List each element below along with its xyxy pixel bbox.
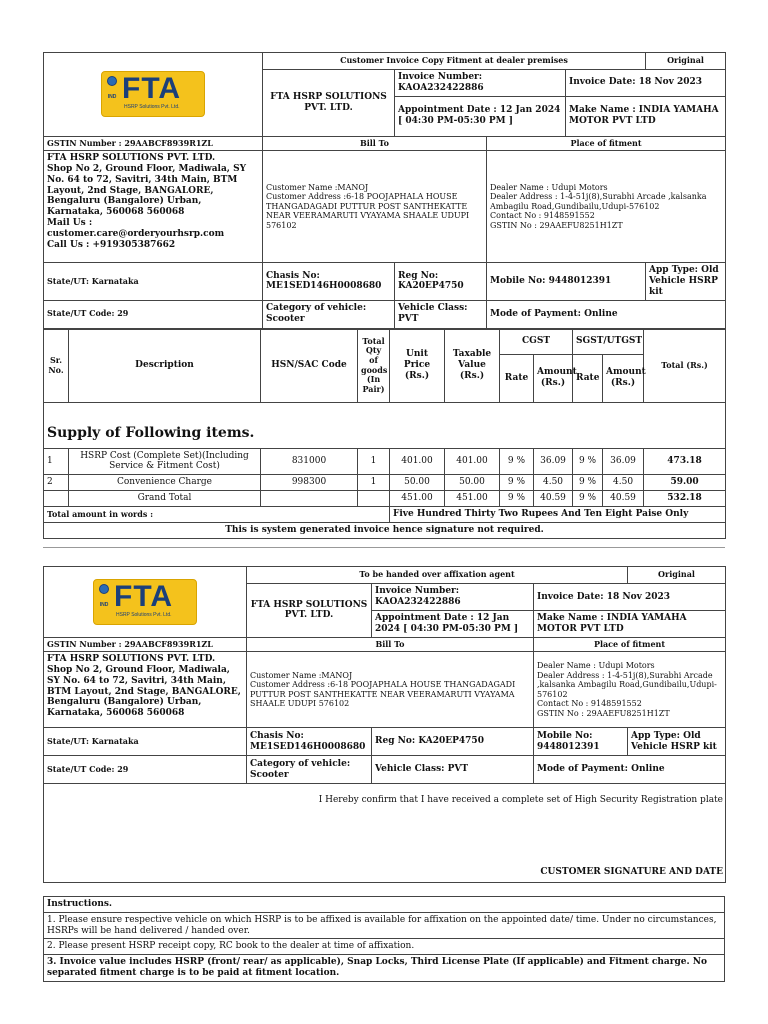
dealer-details [487,151,726,263]
state: State/UT: Karnataka [44,263,263,300]
bill-to-heading: Bill To [247,637,534,652]
reg-number: Reg No: KA20EP4750 [372,728,534,756]
grand-total-amount: 532.18 [644,491,726,507]
category-value: Scooter [266,314,305,325]
confirmation-text: I Hereby confirm that I have received a complete set of High Security Registration plate [318,795,723,806]
item-cgst-amount: 4.50 [534,475,573,491]
grand-total-unit-price: 451.00 [390,491,445,507]
payment-mode: Mode of Payment: Online [534,756,726,784]
invoice-date: Invoice Date: 18 Nov 2023 [566,70,726,97]
seller-call: Call Us : +919305387662 [47,239,176,250]
vehicle-class: Vehicle Class: PVT [372,756,534,784]
vehicle-category-cell [263,300,395,328]
fta-logo [101,71,205,117]
logo-brand: FTA [122,72,182,106]
state: State/UT: Karnataka [44,728,247,756]
item-sgst-amount: 36.09 [603,448,644,475]
chasis-number: ME1SED146H0008680 [266,281,382,292]
grand-total-taxable: 451.00 [445,491,500,507]
col-header-sgst-rate: Rate [573,354,603,402]
seller-details [44,652,247,728]
customer-details [247,652,534,728]
customer-address: Customer Address :6-18 POOJAPHALA HOUSE THANGADAGADI PUTTUR POST SANTHEKATTE NEAR VEERAMARUTI VYAYAMA SHAALE UDUPI 576102 [250,680,516,709]
item-description: Convenience Charge [69,475,261,491]
copy-type: Original [628,567,726,584]
seller-address: Shop No 2, Ground Floor, Madiwala, SY No. 64 to 72, Savitri, 34th Main, BTM Layout, 2nd Stage, BANGALORE, Bengaluru (Bangalore) Urban, Karnataka, 560068 560068 [47,664,241,719]
place-of-fitment-heading: Place of fitment [534,637,726,652]
col-header-unit-price: Unit Price (Rs.) [390,329,445,402]
table-row [44,448,726,475]
dealer-name: Dealer Name : Udupi Motors [537,660,655,670]
make-name: Make Name : INDIA YAMAHA MOTOR PVT LTD [534,611,726,638]
items-table [43,329,726,540]
copy-header-title: To be handed over affixation agent [247,567,628,584]
col-header-description: Description [69,329,261,402]
app-type: App Type: Old Vehicle HSRP kit [646,263,726,300]
item-sr: 1 [44,448,69,475]
amount-in-words: Five Hundred Thirty Two Rupees And Ten Eight Paise Only [390,507,726,523]
chasis-cell [263,263,395,300]
invoice-number: Invoice Number: KAOA232422886 [372,584,534,611]
grand-total-cgst-rate: 9 % [500,491,534,507]
vehicle-class: Vehicle Class: PVT [395,300,487,328]
mobile-number: 9448012391 [537,741,600,752]
instructions-title: Instructions. [44,897,725,913]
category-label: Category of vehicle: [266,303,367,314]
vehicle-category-cell [247,756,372,784]
item-unit-price: 50.00 [390,475,445,491]
col-header-qty: Total Qty of goods (In Pair) [358,329,390,402]
grand-total-sgst-amount: 40.59 [603,491,644,507]
chasis-number: ME1SED146H0008680 [250,741,366,752]
chasis-cell [247,728,372,756]
grand-total-label: Grand Total [69,491,261,507]
item-sgst-rate: 9 % [573,448,603,475]
col-header-cgst: CGST [500,329,573,354]
instruction-item: 3. Invoice value includes HSRP (front/ rear/ as applicable), Snap Locks, Third License Plate (If applicable) and Fitment charge. No separated fitment charge is to be paid at fitment location. [44,955,725,982]
item-total: 473.18 [644,448,726,475]
customer-address: Customer Address :6-18 POOJAPHALA HOUSE THANGADAGADI PUTTUR POST SANTHEKATTE NEAR VEERAMARUTI VYAYAMA SHAALE UDUPI 576102 [266,192,470,231]
col-header-sgst-amount: Amount (Rs.) [603,354,644,402]
item-sgst-amount: 4.50 [603,475,644,491]
item-description: HSRP Cost (Complete Set)(Including Service & Fitment Cost) [69,448,261,475]
item-cgst-amount: 36.09 [534,448,573,475]
item-hsn: 831000 [261,448,358,475]
item-total: 59.00 [644,475,726,491]
logo-cell [44,53,263,137]
copy-header-title: Customer Invoice Copy Fitment at dealer premises [263,53,646,70]
customer-details [263,151,487,263]
customer-name: Customer Name :MANOJ [250,670,353,680]
col-header-cgst-amount: Amount (Rs.) [534,354,573,402]
supply-heading: Supply of Following items. [44,402,726,448]
system-generated-note: This is system generated invoice hence signature not required. [44,523,726,539]
item-sr: 2 [44,475,69,491]
instruction-item: 1. Please ensure respective vehicle on which HSRP is to be affixed is available for affixation on the appointed date/ time. Under no circumstances, HSRPs will be hand delivered / handed over. [44,912,725,939]
reg-number: Reg No: KA20EP4750 [395,263,487,300]
item-qty: 1 [358,475,390,491]
state-code: State/UT Code: 29 [44,756,247,784]
category-label: Category of vehicle: [250,758,351,769]
dealer-details [534,652,726,728]
invoice-customer-copy [43,52,725,539]
gstin-number: GSTIN Number : 29AABCF8939R1ZL [44,136,263,151]
col-header-sr: Sr. No. [44,329,69,402]
fta-logo [93,579,197,625]
logo-subtitle: HSRP Solutions Pvt. Ltd. [124,104,180,111]
company-name: FTA HSRP SOLUTIONS PVT. LTD. [247,584,372,638]
place-of-fitment-heading: Place of fitment [487,136,726,151]
grand-total-sgst-rate: 9 % [573,491,603,507]
col-header-total: Total (Rs.) [644,329,726,402]
dealer-address: Dealer Address : 1-4-51j(8),Surabhi Arcade ,kalsanka Ambagilu Road,Gundibailu,Udupi-576102 [537,670,717,699]
grand-total-cgst-amount: 40.59 [534,491,573,507]
invoice-number: Invoice Number: KAOA232422886 [395,70,566,97]
dealer-gstin: GSTIN No : 29AAEFU8251H1ZT [490,221,623,231]
logo-cell [44,567,247,638]
col-header-hsn: HSN/SAC Code [261,329,358,402]
customer-signature-label: CUSTOMER SIGNATURE AND DATE [540,867,723,878]
item-taxable: 401.00 [445,448,500,475]
logo-subtitle: HSRP Solutions Pvt. Ltd. [116,611,172,618]
invoice-agent-copy [43,566,725,883]
appointment-date: Appointment Date : 12 Jan 2024 [ 04:30 PM-05:30 PM ] [395,96,566,136]
make-name: Make Name : INDIA YAMAHA MOTOR PVT LTD [566,96,726,136]
app-type: App Type: Old Vehicle HSRP kit [628,728,726,756]
page-divider [43,547,725,548]
item-qty: 1 [358,448,390,475]
mobile-label: Mobile No: [537,730,593,741]
seller-name: FTA HSRP SOLUTIONS PVT. LTD. [47,153,216,164]
confirmation-block [44,784,726,883]
dealer-contact: Contact No : 9148591552 [490,211,595,221]
logo-brand: FTA [114,579,174,613]
item-sgst-rate: 9 % [573,475,603,491]
category-value: Scooter [250,769,289,780]
gstin-number: GSTIN Number : 29AABCF8939R1ZL [44,637,247,652]
item-unit-price: 401.00 [390,448,445,475]
state-code: State/UT Code: 29 [44,300,263,328]
appointment-date: Appointment Date : 12 Jan 2024 [ 04:30 PM-05:30 PM ] [372,611,534,638]
india-emblem-icon: IND [98,584,110,612]
dealer-gstin: GSTIN No : 29AAEFU8251H1ZT [537,708,670,718]
item-taxable: 50.00 [445,475,500,491]
chasis-label: Chasis No: [266,270,320,281]
mobile-cell [534,728,628,756]
customer-name: Customer Name :MANOJ [266,182,369,192]
dealer-contact: Contact No : 9148591552 [537,699,642,709]
col-header-cgst-rate: Rate [500,354,534,402]
payment-mode: Mode of Payment: Online [487,300,726,328]
instructions-box [43,896,725,982]
seller-address: Shop No 2, Ground Floor, Madiwala, SY No. 64 to 72, Savitri, 34th Main, BTM Layout, 2nd Stage, BANGALORE, Bengaluru (Bangalore) Urban, Karnataka, 560068 560068 [47,163,247,218]
invoice-date: Invoice Date: 18 Nov 2023 [534,584,726,611]
col-header-taxable: Taxable Value (Rs.) [445,329,500,402]
item-cgst-rate: 9 % [500,448,534,475]
dealer-name: Dealer Name : Udupi Motors [490,182,608,192]
amount-words-label: Total amount in words : [44,507,390,523]
col-header-sgst: SGST/UTGST [573,329,644,354]
grand-total-row [44,491,726,507]
seller-details [44,151,263,263]
item-hsn: 998300 [261,475,358,491]
bill-to-heading: Bill To [263,136,487,151]
copy-type: Original [646,53,726,70]
mobile-number: Mobile No: 9448012391 [487,263,646,300]
seller-mail-label: Mail Us : [47,217,93,228]
instruction-item: 2. Please present HSRP receipt copy, RC book to the dealer at time of affixation. [44,939,725,955]
item-cgst-rate: 9 % [500,475,534,491]
seller-mail: customer.care@orderyourhsrp.com [47,228,225,239]
dealer-address: Dealer Address : 1-4-51j(8),Surabhi Arcade ,kalsanka Ambagilu Road,Gundibailu,Udupi-576102 [490,192,707,211]
chasis-label: Chasis No: [250,730,304,741]
table-row [44,475,726,491]
company-name: FTA HSRP SOLUTIONS PVT. LTD. [263,70,395,137]
seller-name: FTA HSRP SOLUTIONS PVT. LTD. [47,654,216,665]
india-emblem-icon: IND [106,76,118,104]
